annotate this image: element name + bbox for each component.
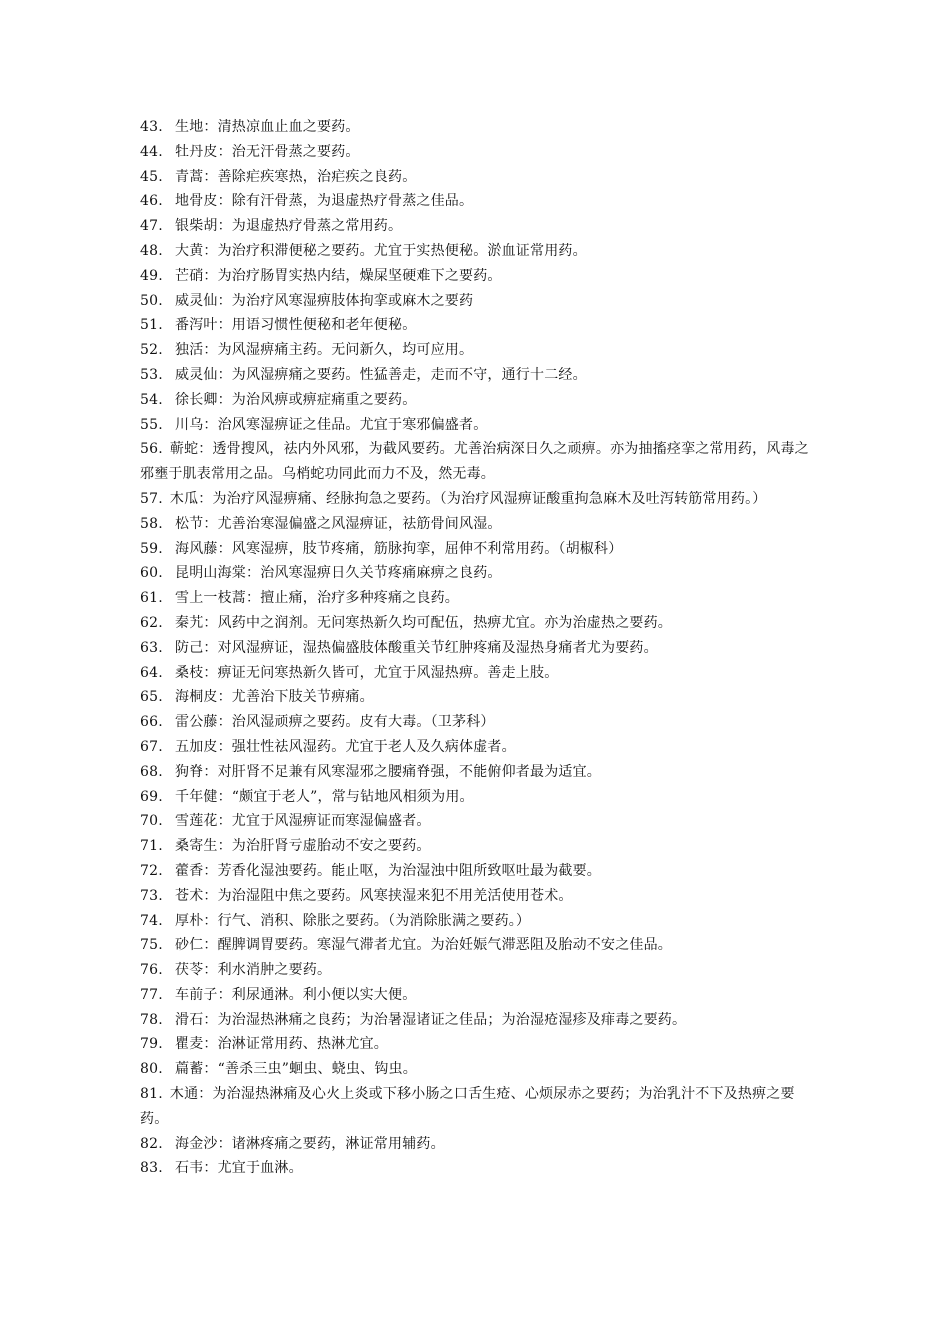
entry-number: 44.	[140, 143, 163, 160]
list-item	[140, 487, 815, 512]
entry-text: 蕲蛇：透骨搜风，祛内外风邪，为截风要药。尤善治病深日久之顽痹。亦为抽搐痉挛之常用药，风毒之邪壅于肌表常用之品。乌梢蛇功同此而力不及，然无毒。	[140, 441, 809, 483]
entry-number: 53.	[140, 366, 163, 383]
entry-text: 牡丹皮：治无汗骨蒸之要药。	[175, 143, 360, 160]
entry-text: 车前子：利尿通淋。利小便以实大便。	[175, 986, 417, 1003]
entry-text: 雪上一枝蒿：擅止痛，治疗多种疼痛之良药。	[175, 590, 459, 607]
entry-number: 65.	[140, 689, 163, 706]
list-item	[140, 1132, 815, 1157]
entry-number: 47.	[140, 218, 163, 235]
list-item	[140, 661, 815, 686]
entry-number: 74.	[140, 912, 163, 929]
list-item	[140, 189, 815, 214]
list-item	[140, 561, 815, 586]
entry-text: 砂仁：醒脾调胃要药。寒湿气滞者尤宜。为治妊娠气滞恶阻及胎动不安之佳品。	[175, 937, 672, 954]
list-item	[140, 909, 815, 934]
entry-text: 石韦：尤宜于血淋。	[175, 1160, 303, 1177]
list-item	[140, 313, 815, 338]
entry-number: 61.	[140, 590, 163, 607]
entry-text: 海桐皮：尤善治下肢关节痹痛。	[175, 689, 374, 706]
entry-text: 秦艽：风药中之润剂。无问寒热新久均可配伍，热痹尤宜。亦为治虚热之要药。	[175, 614, 672, 631]
entry-number: 56.	[140, 441, 163, 458]
entry-number: 49.	[140, 267, 163, 284]
entry-text: 番泻叶：用语习惯性便秘和老年便秘。	[175, 317, 417, 334]
entry-number: 80.	[140, 1061, 163, 1078]
entry-number: 68.	[140, 763, 163, 780]
entry-text: 威灵仙：为风湿痹痛之要药。性猛善走，走而不守，通行十二经。	[175, 366, 587, 383]
entry-number: 64.	[140, 664, 163, 681]
entry-number: 63.	[140, 639, 163, 656]
entry-number: 58.	[140, 515, 163, 532]
entry-number: 62.	[140, 614, 163, 631]
list-item	[140, 735, 815, 760]
entry-number: 72.	[140, 862, 163, 879]
entry-number: 79.	[140, 1036, 163, 1053]
entry-text: 地骨皮：除有汗骨蒸，为退虚热疗骨蒸之佳品。	[175, 193, 474, 210]
entry-number: 77.	[140, 986, 163, 1003]
list-item	[140, 115, 815, 140]
list-item	[140, 140, 815, 165]
entry-text: 滑石：为治湿热淋痛之良药；为治暑湿诸证之佳品；为治湿疮湿疹及痱毒之要药。	[175, 1011, 687, 1028]
entry-number: 51.	[140, 317, 163, 334]
list-item	[140, 834, 815, 859]
list-item	[140, 1156, 815, 1181]
list-item	[140, 1082, 815, 1132]
entry-number: 71.	[140, 838, 163, 855]
entry-number: 82.	[140, 1135, 163, 1152]
list-item	[140, 1008, 815, 1033]
entry-text: 威灵仙：为治疗风寒湿痹肢体拘挛或麻木之要药	[175, 292, 474, 309]
entry-text: 木通：为治湿热淋痛及心火上炎或下移小肠之口舌生疮、心烦尿赤之要药；为治乳汁不下及热痹之要药。	[140, 1086, 795, 1127]
entry-text: 瞿麦：治淋证常用药、热淋尤宜。	[175, 1036, 388, 1053]
entry-text: 昆明山海棠：治风寒湿痹日久关节疼痛麻痹之良药。	[175, 565, 502, 582]
entry-list	[140, 115, 815, 1181]
entry-number: 43.	[140, 119, 163, 135]
list-item	[140, 859, 815, 884]
entry-number: 83.	[140, 1160, 163, 1177]
entry-number: 81.	[140, 1086, 163, 1103]
entry-number: 70.	[140, 813, 163, 830]
entry-number: 55.	[140, 416, 163, 433]
entry-text: 萹蓄：“善杀三虫”蛔虫、蛲虫、钩虫。	[175, 1061, 417, 1078]
entry-number: 46.	[140, 193, 163, 210]
list-item	[140, 760, 815, 785]
entry-text: 大黄：为治疗积滞便秘之要药。尤宜于实热便秘。淤血证常用药。	[175, 242, 587, 259]
entry-number: 57.	[140, 490, 163, 507]
list-item	[140, 1057, 815, 1082]
list-item	[140, 512, 815, 537]
entry-text: 海风藤：风寒湿痹，肢节疼痛，筋脉拘挛，屈伸不利常用药。（胡椒科）	[175, 540, 623, 557]
entry-text: 千年健：“颇宜于老人”，常与钻地风相须为用。	[175, 788, 474, 805]
entry-text: 苍术：为治湿阻中焦之要药。风寒挟湿来犯不用羌活使用苍术。	[175, 887, 573, 904]
entry-number: 59.	[140, 540, 163, 557]
list-item	[140, 363, 815, 388]
entry-number: 76.	[140, 962, 163, 979]
list-item	[140, 586, 815, 611]
list-item	[140, 214, 815, 239]
entry-text: 独活：为风湿痹痛主药。无问新久，均可应用。	[175, 342, 474, 359]
list-item	[140, 884, 815, 909]
entry-number: 60.	[140, 565, 163, 582]
list-item	[140, 933, 815, 958]
list-item	[140, 1032, 815, 1057]
entry-text: 茯苓：利水消肿之要药。	[175, 962, 332, 979]
list-item	[140, 636, 815, 661]
entry-number: 48.	[140, 242, 163, 259]
entry-text: 川乌：治风寒湿痹证之佳品。尤宜于寒邪偏盛者。	[175, 416, 488, 433]
entry-text: 雪莲花：尤宜于风湿痹证而寒湿偏盛者。	[175, 813, 431, 830]
entry-text: 桑枝：痹证无问寒热新久皆可，尤宜于风湿热痹。善走上肢。	[175, 664, 559, 681]
entry-text: 五加皮：强壮性祛风湿药。尤宜于老人及久病体虚者。	[175, 738, 516, 755]
entry-number: 75.	[140, 937, 163, 954]
list-item	[140, 165, 815, 190]
entry-text: 银柴胡：为退虚热疗骨蒸之常用药。	[175, 218, 403, 235]
list-item	[140, 785, 815, 810]
list-item	[140, 388, 815, 413]
list-item	[140, 264, 815, 289]
entry-text: 雷公藤：治风湿顽痹之要药。皮有大毒。（卫茅科）	[175, 714, 495, 731]
entry-number: 73.	[140, 887, 163, 904]
entry-number: 50.	[140, 292, 163, 309]
list-item	[140, 239, 815, 264]
entry-number: 67.	[140, 738, 163, 755]
entry-text: 防己：对风湿痹证，湿热偏盛肢体酸重关节红肿疼痛及湿热身痛者尤为要药。	[175, 639, 658, 656]
entry-text: 木瓜：为治疗风湿痹痛、经脉拘急之要药。（为治疗风湿痹证酸重拘急麻木及吐泻转筋常用药。）	[169, 490, 767, 507]
list-item	[140, 611, 815, 636]
entry-text: 桑寄生：为治肝肾亏虚胎动不安之要药。	[175, 838, 431, 855]
list-item	[140, 413, 815, 438]
entry-text: 青蒿：善除疟疾寒热，治疟疾之良药。	[175, 168, 417, 185]
entry-text: 生地：清热凉血止血之要药。	[175, 119, 360, 135]
entry-text: 狗脊：对肝肾不足兼有风寒湿邪之腰痛脊强，不能俯仰者最为适宜。	[175, 763, 601, 780]
list-item	[140, 289, 815, 314]
entry-number: 69.	[140, 788, 163, 805]
entry-number: 54.	[140, 391, 163, 408]
entry-number: 45.	[140, 168, 163, 185]
entry-number: 52.	[140, 342, 163, 359]
entry-text: 海金沙：诸淋疼痛之要药，淋证常用辅药。	[175, 1135, 445, 1152]
entry-text: 藿香：芳香化湿浊要药。能止呕，为治湿浊中阻所致呕吐最为截要。	[175, 862, 601, 879]
list-item	[140, 437, 815, 487]
list-item	[140, 809, 815, 834]
list-item	[140, 710, 815, 735]
entry-number: 78.	[140, 1011, 163, 1028]
list-item	[140, 983, 815, 1008]
entry-text: 芒硝：为治疗肠胃实热内结，燥屎坚硬难下之要药。	[175, 267, 502, 284]
entry-number: 66.	[140, 714, 163, 731]
list-item	[140, 338, 815, 363]
entry-text: 徐长卿：为治风痹或痹症痛重之要药。	[175, 391, 417, 408]
list-item	[140, 958, 815, 983]
list-item	[140, 537, 815, 562]
list-item	[140, 685, 815, 710]
entry-text: 厚朴：行气、消积、除胀之要药。（为消除胀满之要药。）	[175, 912, 531, 929]
entry-text: 松节：尤善治寒湿偏盛之风湿痹证，祛筋骨间风湿。	[175, 515, 502, 532]
